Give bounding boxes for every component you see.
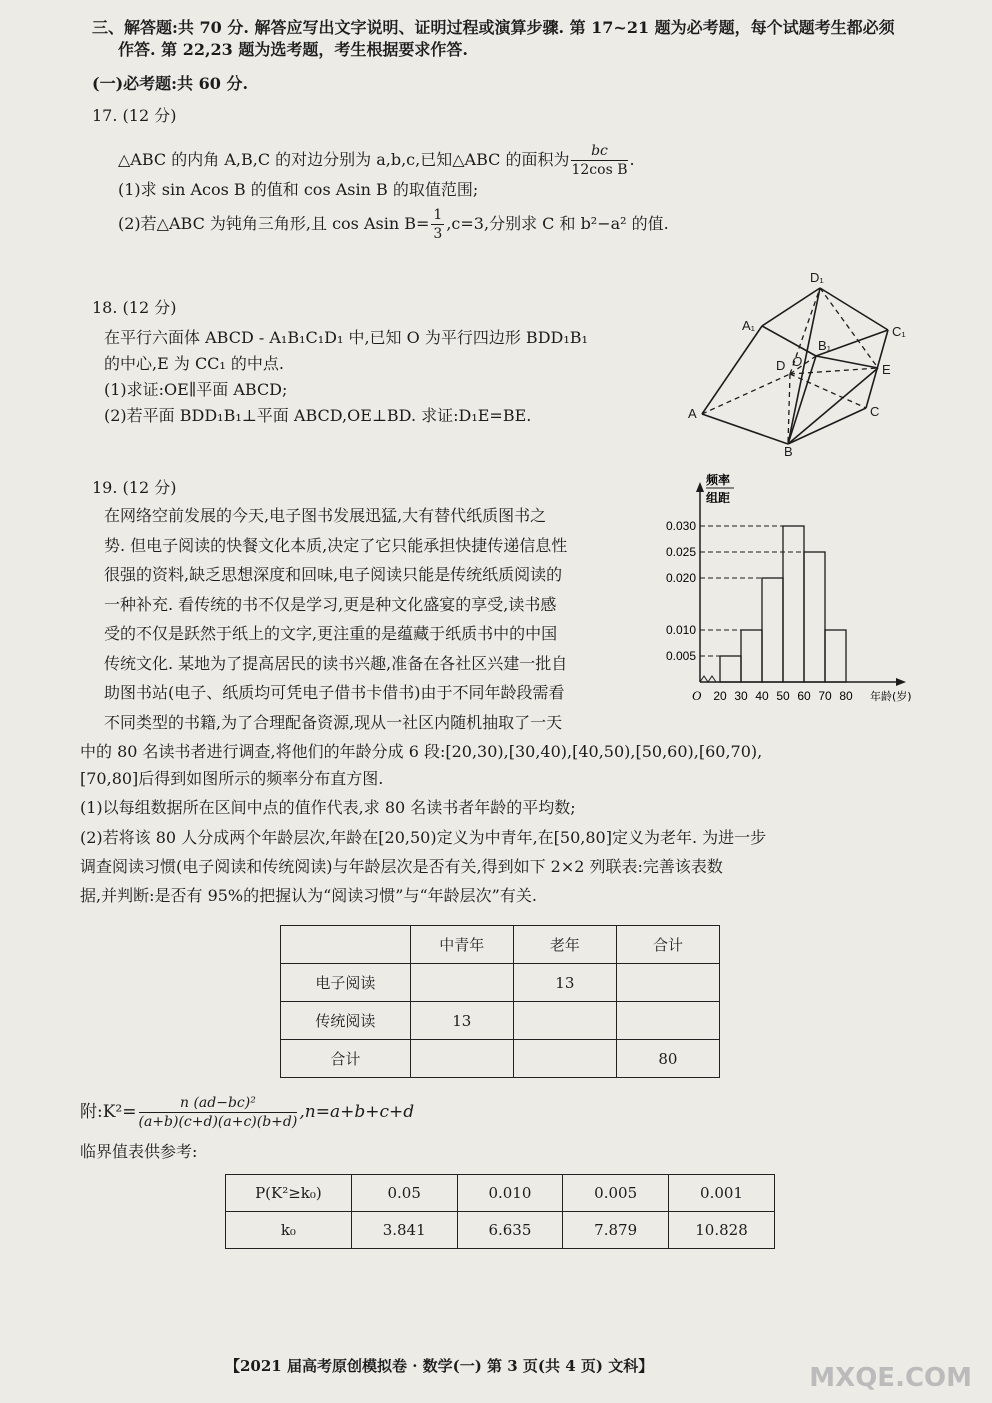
x-tick-label: 30	[734, 689, 748, 703]
table-cell: 0.005	[563, 1175, 669, 1212]
label-E: E	[882, 362, 891, 377]
label-A1: A₁	[742, 318, 756, 333]
table-cell: 电子阅读	[281, 964, 411, 1002]
page-footer: 【2021 届高考原创模拟卷 · 数学(一) 第 3 页(共 4 页) 文科】	[225, 1357, 654, 1375]
x-tick-label: 60	[797, 689, 811, 703]
q17-stem: △ABC 的内角 A,B,C 的对边分别为 a,b,c,已知△ABC 的面积为 $\frac{bc}{\text{12cos B}}$ .	[118, 143, 635, 178]
q18-line1: 在平行六面体 ABCD - A₁B₁C₁D₁ 中,已知 O 为平行四边形 BDD₁B₁	[104, 328, 588, 347]
x-tick-label: 20	[713, 689, 727, 703]
passage-line: 一种补充. 看传统的书不仅是学习,更是种文化盛宴的享受,读书感	[104, 594, 557, 614]
histogram-bar	[741, 630, 762, 682]
table-cell: 0.010	[457, 1175, 563, 1212]
table-cell: 80	[616, 1040, 719, 1078]
q18-line2: 的中心,E 为 CC₁ 的中点.	[104, 354, 285, 373]
watermark: MXQE.COM	[809, 1363, 972, 1393]
table-cell: 老年	[513, 926, 616, 964]
parallelepiped-figure	[680, 268, 912, 458]
y-tick-label: 0.005	[665, 649, 696, 663]
q17-part1: (1)求 sin Acos B 的值和 cos Asin B 的取值范围;	[118, 180, 479, 199]
y-axis-label: 频率	[706, 473, 731, 487]
table-row	[226, 1212, 775, 1249]
y-tick-label: 0.025	[665, 545, 696, 559]
contingency-table	[280, 925, 720, 1078]
x-tick-label: 50	[776, 689, 790, 703]
table-row	[281, 1002, 720, 1040]
section-sub: (一)必考题:共 60 分.	[92, 74, 249, 93]
origin-label: O	[692, 688, 702, 703]
table-cell: k₀	[226, 1212, 352, 1249]
x-axis-label: 年龄(岁)	[870, 690, 912, 703]
passage-line: 据,并判断:是否有 95%的把握认为“阅读习惯”与“年龄层次”有关.	[80, 886, 537, 905]
section-heading: 三、解答题:共 70 分. 解答应写出文字说明、证明过程或演算步骤. 第 17~21 题为必考题，每个试题考生都必须	[92, 18, 895, 37]
table-row	[281, 926, 720, 964]
histogram-bar	[783, 526, 804, 682]
x-tick-label: 40	[755, 689, 769, 703]
axis-break	[700, 676, 716, 682]
histogram-bar	[720, 656, 741, 682]
table-cell: 3.841	[351, 1212, 457, 1249]
section-heading-cont: 作答. 第 22,23 题为选考题，考生根据要求作答.	[118, 40, 468, 59]
y-tick-label: 0.020	[665, 571, 696, 585]
table-cell: 10.828	[669, 1212, 775, 1249]
table-cell: 13	[410, 1002, 513, 1040]
table-cell	[281, 926, 411, 964]
table-row	[226, 1175, 775, 1212]
x-tick-label: 70	[818, 689, 832, 703]
label-D1: D₁	[810, 270, 824, 285]
passage-line: [70,80]后得到如图所示的频率分布直方图.	[80, 769, 384, 788]
table-cell	[513, 1040, 616, 1078]
table-cell: 7.879	[563, 1212, 669, 1249]
q17-number: 17. (12 分)	[92, 106, 177, 125]
y-axis-arrow	[696, 482, 704, 492]
q18-number: 18. (12 分)	[92, 298, 177, 317]
table-cell	[410, 964, 513, 1002]
q18-line3: (1)求证:OE∥平面 ABCD;	[104, 380, 288, 399]
table-cell: P(K²≥k₀)	[226, 1175, 352, 1212]
label-O: O	[792, 354, 803, 369]
q18-line4: (2)若平面 BDD₁B₁⊥平面 ABCD,OE⊥BD. 求证:D₁E=BE.	[104, 406, 532, 425]
table-row	[281, 1040, 720, 1078]
passage-line: 很强的资料,缺乏思想深度和回味,电子阅读只能是传统纸质阅读的	[104, 565, 563, 584]
label-B1: B₁	[818, 338, 832, 353]
table-cell: 0.05	[351, 1175, 457, 1212]
passage-line: 传统文化. 某地为了提高居民的读书兴趣,准备在各社区兴建一批自	[104, 653, 568, 673]
table-cell: 13	[513, 964, 616, 1002]
table-cell	[616, 1002, 719, 1040]
label-A: A	[688, 406, 697, 421]
passage-line: 不同类型的书籍,为了合理配备资源,现从一社区内随机抽取了一天	[104, 712, 563, 732]
table-cell: 中青年	[410, 926, 513, 964]
frequency-histogram	[660, 472, 920, 712]
critical-value-table	[225, 1174, 775, 1249]
table-cell	[410, 1040, 513, 1078]
table-cell: 合计	[616, 926, 719, 964]
histogram-bar	[804, 552, 825, 682]
passage-line: 受的不仅是跃然于纸上的文字,更注重的是蕴藏于纸质书中的中国	[104, 624, 558, 643]
label-D: D	[776, 358, 786, 373]
passage-line: 调查阅读习惯(电子阅读和传统阅读)与年龄层次是否有关,得到如下 2×2 列联表:完善该表数	[80, 857, 723, 876]
q19-part1: (1)以每组数据所在区间中点的值作代表,求 80 名读书者年龄的平均数;	[80, 798, 576, 817]
label-C: C	[870, 404, 880, 419]
table-cell: 传统阅读	[281, 1002, 411, 1040]
q17-part2: (2)若△ABC 为钝角三角形,且 cos Asin B= $\frac{1}{3}$ ,c=3,分别求 C 和 b²−a² 的值.	[118, 207, 669, 242]
q19-number: 19. (12 分)	[92, 478, 177, 497]
table-row	[281, 964, 720, 1002]
table-cell	[513, 1002, 616, 1040]
passage-line: 势. 但电子阅读的快餐文化本质,决定了它只能承担快捷传递信息性	[104, 535, 568, 555]
x-axis-arrow	[896, 678, 906, 686]
label-C1: C₁	[892, 324, 906, 339]
y-tick-label: 0.030	[665, 519, 696, 533]
passage-line: 在网络空前发展的今天,电子图书发展迅猛,大有替代纸质图书之	[104, 506, 547, 525]
histogram-bar	[762, 578, 783, 682]
table-cell	[616, 964, 719, 1002]
y-axis-label-den: 组距	[706, 491, 731, 505]
table-cell: 6.635	[457, 1212, 563, 1249]
x-tick-label: 80	[839, 689, 853, 703]
table-cell: 0.001	[669, 1175, 775, 1212]
histogram-bar	[825, 630, 846, 682]
y-tick-label: 0.010	[665, 623, 696, 637]
k-squared-formula: 附:K²= $\frac{\text{n (ad−bc)²}}{(a+b)(c+d)(a+c)(b+d)}$ ,n=a+b+c+d	[80, 1095, 415, 1130]
crit-table-label: 临界值表供参考:	[80, 1142, 198, 1161]
passage-line: 助图书站(电子、纸质均可凭电子借书卡借书)由于不同年龄段需看	[104, 683, 565, 702]
table-cell: 合计	[281, 1040, 411, 1078]
passage-line: 中的 80 名读书者进行调查,将他们的年龄分成 6 段:[20,30),[30,40),[40,50),[50,60),[60,70),	[80, 742, 763, 761]
passage-line: (2)若将该 80 人分成两个年龄层次,年龄在[20,50)定义为中青年,在[50,80]定义为老年. 为进一步	[80, 828, 767, 847]
label-B: B	[784, 444, 793, 458]
